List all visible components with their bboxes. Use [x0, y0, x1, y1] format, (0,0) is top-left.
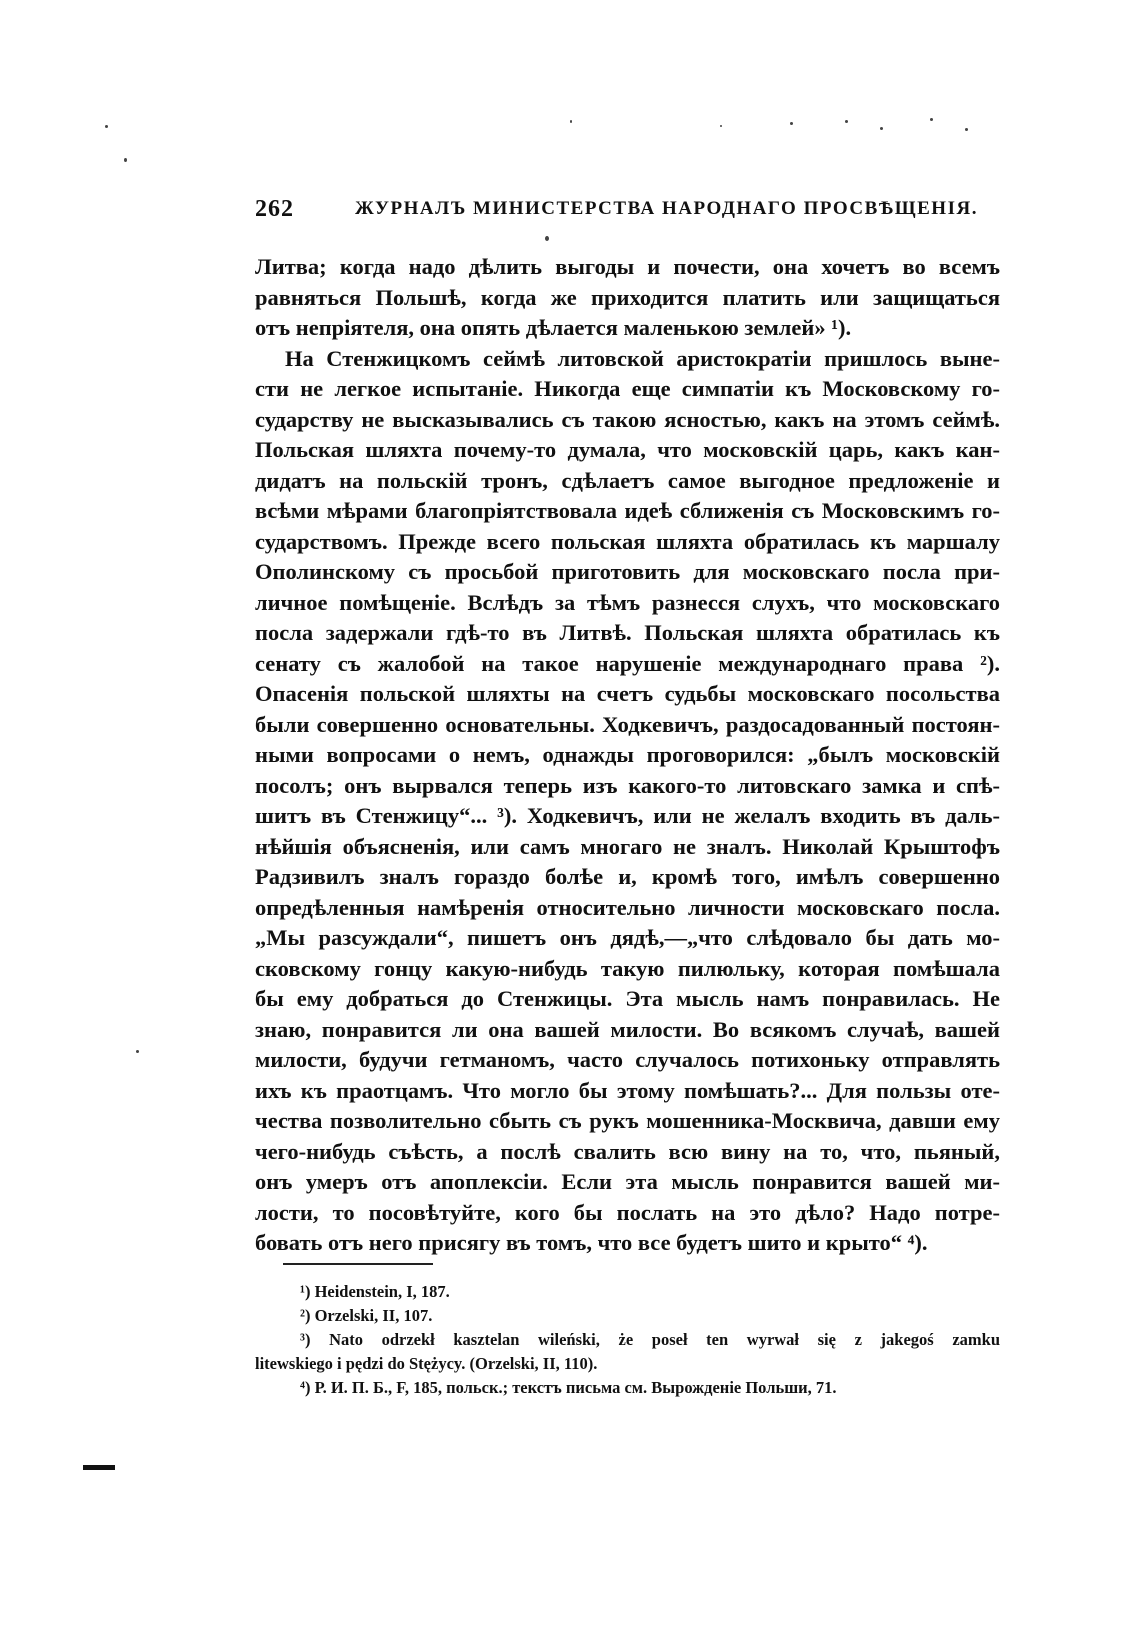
text-line: Ополинскому съ просьбой приготовить для московскаго посла при- — [255, 559, 1000, 584]
scan-speck — [845, 120, 848, 123]
footnote: ³) Nato odrzekł kasztelan wileński, że poseł ten wyrwał się z jakegoś zamku — [300, 1330, 1000, 1349]
text-line: ными вопросами о немъ, однажды проговорился: „былъ московскій — [255, 742, 1000, 767]
scan-speck — [105, 125, 108, 128]
text-line: На Стенжицкомъ сеймѣ литовской аристократіи пришлось выне- — [285, 345, 1000, 371]
text-line: Опасенія польской шляхты на счетъ судьбы московскаго посольства — [255, 681, 1000, 706]
text-line: были совершенно основательны. Ходкевичъ, раздосадованный постоян- — [255, 711, 1000, 737]
scan-speck — [965, 128, 968, 131]
text-line: шитъ въ Стенжицу“... ³). Ходкевичъ, или не желалъ входить въ даль- — [255, 803, 1000, 828]
text-line: сударствомъ. Прежде всего польская шляхта обратилась къ маршалу — [255, 528, 1000, 554]
footnotes — [255, 1280, 1000, 1400]
margin-mark — [83, 1465, 115, 1470]
text-line: Литва; когда надо дѣлить выгоды и почести, она хочетъ во всемъ — [255, 254, 1000, 279]
text-line: бовать отъ него присягу въ томъ, что все будетъ шито и крыто“ ⁴). — [255, 1230, 928, 1255]
text-line: дидатъ на польскій тронъ, сдѣлаетъ самое выгодное предложеніе и — [255, 467, 1000, 493]
footnote: ⁴) Р. И. П. Б., F, 185, польск.; текстъ письма см. Вырожденіе Польши, 71. — [300, 1378, 837, 1397]
scan-speck — [570, 120, 572, 123]
text-line: посолъ; онъ вырвался теперь изъ какого-то литовскаго замка и спѣ- — [255, 772, 1000, 798]
scan-speck — [124, 158, 127, 162]
scan-speck — [790, 122, 793, 125]
text-line: отъ непріятеля, она опять дѣлается маленькою землей» ¹). — [255, 315, 852, 340]
text-line: равняться Польшѣ, когда же приходится платить или защищаться — [255, 284, 1000, 310]
text-line: посла задержали гдѣ-то въ Литвѣ. Польская шляхта обратилась къ — [255, 620, 1000, 645]
footnote-continuation: litewskiego i pędzi do Stężycy. (Orzelski, II, 110). — [255, 1354, 598, 1373]
text-line: чества позволительно сбыть съ рукъ мошенника-Москвича, давши ему — [255, 1108, 1000, 1133]
running-header — [255, 196, 1000, 226]
page-number: 262 — [255, 196, 294, 222]
text-line: сенату съ жалобой на такое нарушеніе международнаго права ²). — [255, 650, 1000, 676]
text-line: бы ему добраться до Стенжицы. Эта мысль намъ понравилась. Не — [255, 986, 1000, 1011]
text-line: опредѣленныя намѣренія относительно личности московскаго посла. — [255, 894, 1000, 920]
footnote: ²) Orzelski, II, 107. — [300, 1306, 433, 1325]
text-line: сударству не высказывались съ такою ясностью, какъ на этомъ сеймѣ. — [255, 406, 1000, 432]
text-line: знаю, понравится ли она вашей милости. Во всякомъ случаѣ, вашей — [255, 1016, 1000, 1042]
text-line: личное помѣщеніе. Вслѣдъ за тѣмъ разнесся слухъ, что московскаго — [255, 589, 1000, 615]
text-line: лости, то посовѣтуйте, кого бы послать на это дѣло? Надо потре- — [255, 1199, 1000, 1225]
text-line: сковскому гонцу какую-нибудь такую пилюльку, которая помѣшала — [255, 955, 1000, 981]
text-line: „Мы разсуждали“, пишетъ онъ дядѣ,—„что слѣдовало бы дать мо- — [255, 925, 1000, 950]
text-line: нѣйшія объясненія, или самъ многаго не зналъ. Николай Крыштофъ — [255, 833, 1000, 859]
scan-speck — [545, 236, 549, 241]
scan-speck — [930, 118, 933, 121]
main-text — [255, 252, 1000, 1259]
text-line: Радзивилъ зналъ гораздо болѣе и, кромѣ того, имѣлъ совершенно — [255, 864, 1000, 889]
text-line: чего-нибудь съѣсть, а послѣ свалить всю вину на то, что, пьяный, — [255, 1138, 1000, 1164]
text-line: милости, будучи гетманомъ, часто случалось потихоньку отправлять — [255, 1047, 1000, 1072]
text-line: онъ умеръ отъ апоплексіи. Если эта мысль понравится вашей ми- — [255, 1169, 1000, 1194]
journal-title: ЖУРНАЛЪ МИНИСТЕРСТВА НАРОДНАГО ПРОСВѢЩЕНІЯ. — [355, 198, 978, 219]
scan-speck — [880, 127, 883, 130]
scan-speck — [136, 1050, 139, 1053]
footnote-divider — [283, 1263, 433, 1265]
text-line: ихъ къ праотцамъ. Что могло бы этому помѣшать?... Для пользы оте- — [255, 1077, 1000, 1103]
footnote: ¹) Heidenstein, I, 187. — [300, 1282, 450, 1301]
scan-speck — [720, 125, 722, 127]
text-line: Польская шляхта почему-то думала, что московскій царь, какъ кан- — [255, 437, 1000, 462]
text-line: всѣми мѣрами благопріятствовала идеѣ сближенія съ Московскимъ го- — [255, 498, 1000, 523]
text-line: сти не легкое испытаніе. Никогда еще симпатіи къ Московскому го- — [255, 376, 1000, 401]
